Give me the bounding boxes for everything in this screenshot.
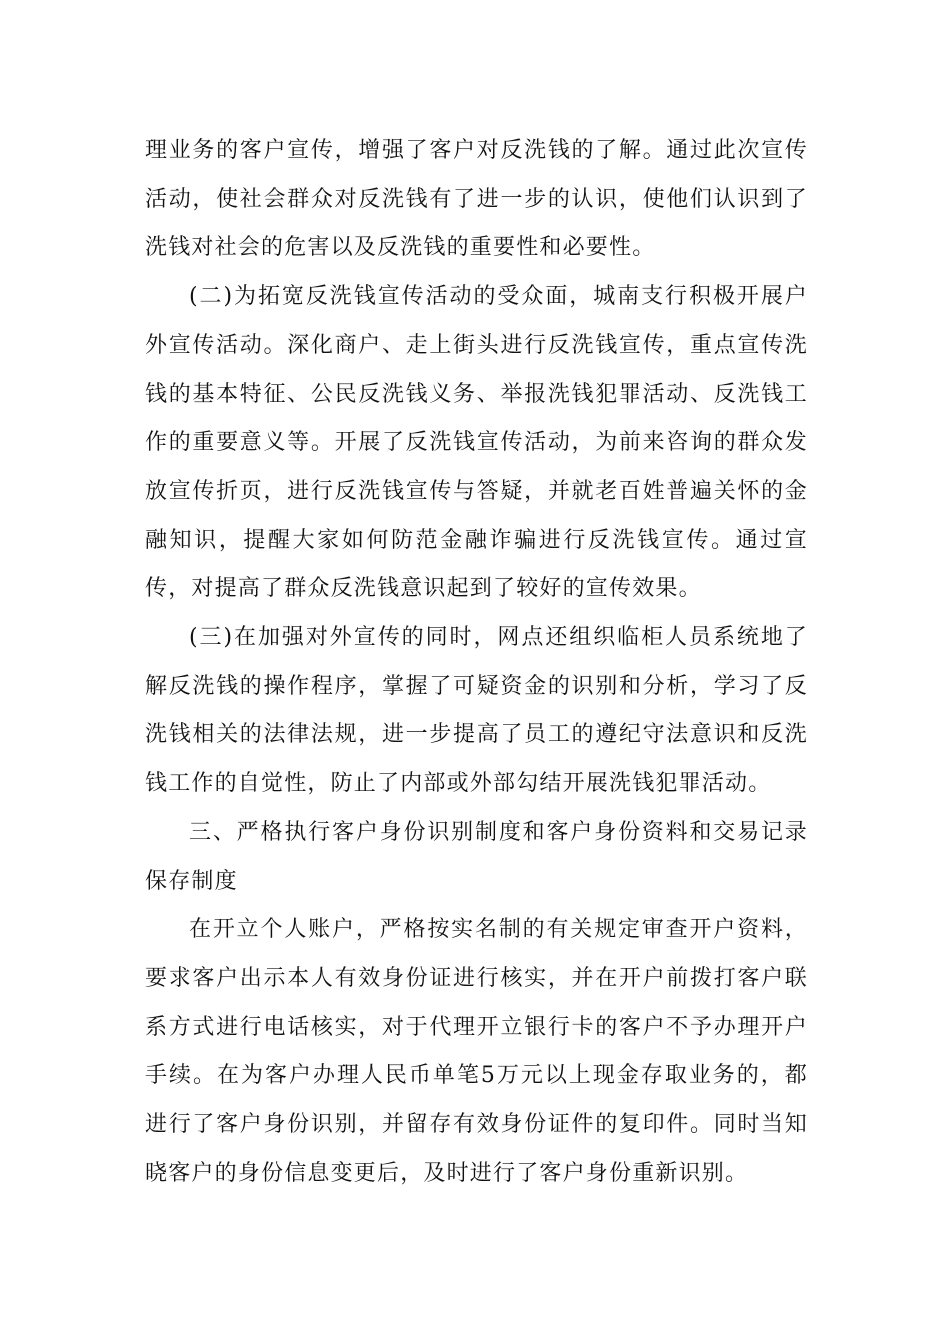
paragraph-continuation: 理业务的客户宣传，增强了客户对反洗钱的了解。通过此次宣传活动，使社会群众对反洗钱有了进一步的认识，使他们认识到了洗钱对社会的危害以及反洗钱的重要性和必要性。 <box>145 138 808 261</box>
paragraph-section-2: (二)为拓宽反洗钱宣传活动的受众面，城南支行积极开展户外宣传活动。深化商户、走上街头进行反洗钱宣传，重点宣传洗钱的基本特征、公民反洗钱义务、举报洗钱犯罪活动、反洗钱工作的重要意义等。开展了反洗钱宣传活动，为前来咨询的群众发放宣传折页，进行反洗钱宣传与答疑，并就老百姓普遍关怀的金融知识，提醒大家如何防范金融诈骗进行反洗钱宣传。通过宣传，对提高了群众反洗钱意识起到了较好的宣传效果。 <box>145 284 808 602</box>
document-body <box>145 127 808 1198</box>
paragraph-section-3: (三)在加强对外宣传的同时，网点还组织临柜人员系统地了解反洗钱的操作程序，掌握了可疑资金的识别和分析，学习了反洗钱相关的法律法规，进一步提高了员工的遵纪守法意识和反洗钱工作的自觉性，防止了内部或外部勾结开展洗钱犯罪活动。 <box>145 625 808 797</box>
section-heading-3: 三、严格执行客户身份识别制度和客户身份资料和交易记录保存制度 <box>145 819 808 894</box>
paragraph-account-opening: 在开立个人账户，严格按实名制的有关规定审查开户资料，要求客户出示本人有效身份证进行核实，并在开户前拨打客户联系方式进行电话核实，对于代理开立银行卡的客户不予办理开户手续。在为客户办理人民币单笔5万元以上现金存取业务的，都进行了客户身份识别，并留存有效身份证件的复印件。同时当知晓客户的身份信息变更后，及时进行了客户身份重新识别。 <box>145 917 808 1186</box>
